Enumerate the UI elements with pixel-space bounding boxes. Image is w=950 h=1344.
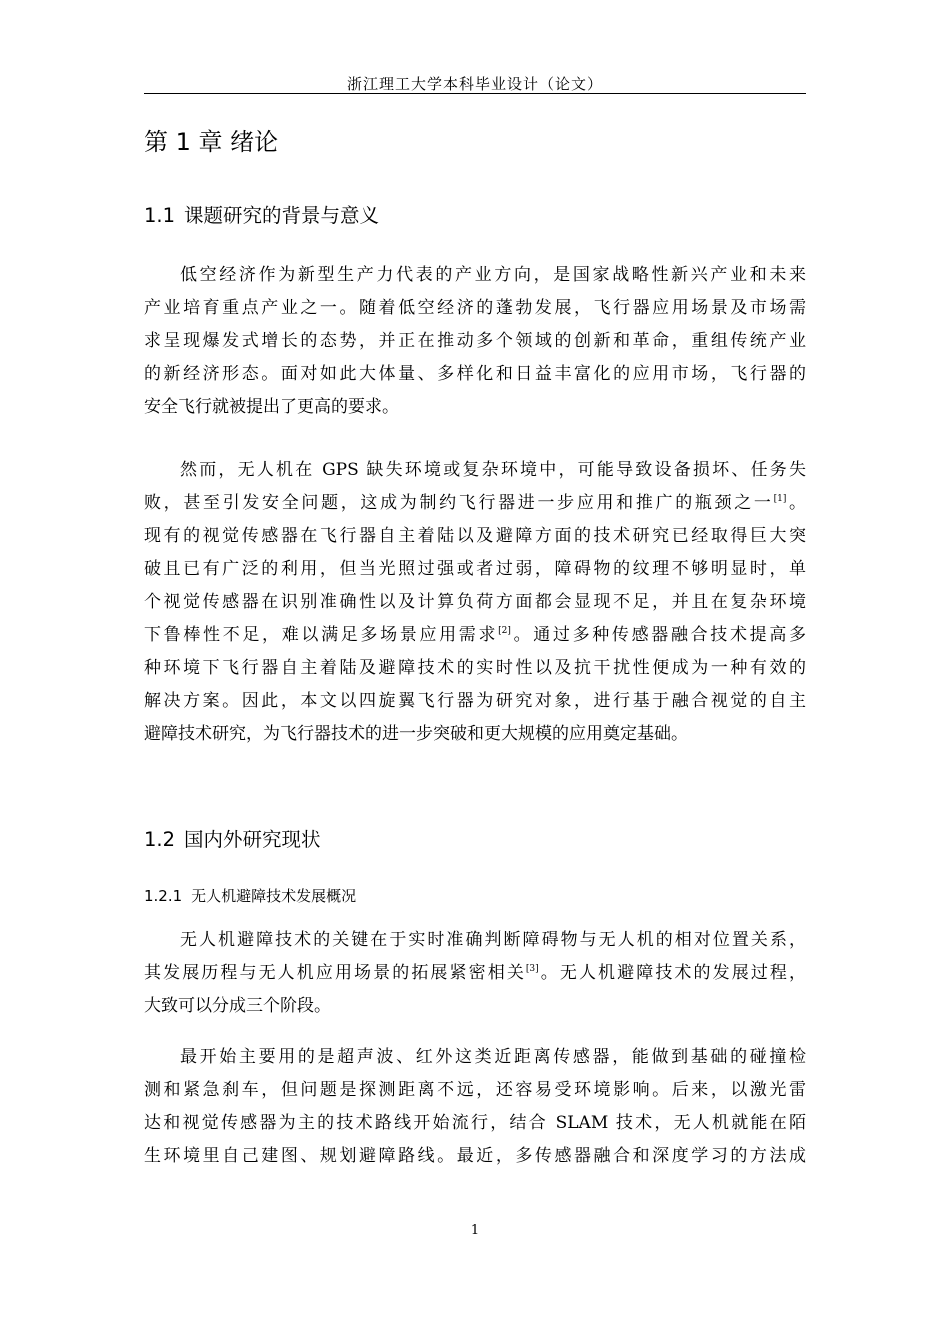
line-text: 。 [786,493,807,513]
line-text: 。无人机避障技术的发展过程， [538,963,807,983]
section-heading-1-2 [144,826,321,854]
section-title-text: 课题研究的背景与意义 [184,204,380,227]
page-header: 浙江理工大学本科毕业设计（论文） [346,75,603,93]
section-heading-1-1 [144,202,379,230]
paragraph-line: 测和紧急刹车，但问题是探测距离不远，还容易受环境影响。后来，以激光雷 [144,1080,806,1100]
line-text: 败，甚至引发安全问题，这成为制约飞行器进一步应用和推广的瓶颈之一 [144,493,774,513]
line-text: 。通过多种传感器融合技术提高多 [510,625,807,645]
paragraph-line: 个视觉传感器在识别准确性以及计算负荷方面都会显现不足，并且在复杂环境 [144,592,806,612]
subsection-number: 1.2.1 [144,887,183,905]
paragraph-line: 的新经济形态。面对如此大体量、多样化和日益丰富化的应用市场，飞行器的 [144,364,806,384]
subsection-heading-1-2-1 [144,885,356,907]
paragraph-line: 破且已有广泛的利用，但当光照过强或者过弱，障碍物的纹理不够明显时，单 [144,559,806,579]
page-number: 1 [470,1223,480,1238]
citation-marker: [2] [498,626,511,636]
citation-marker: [3] [525,964,539,974]
paragraph-line: 最开始主要用的是超声波、红外这类近距离传感器，能做到基础的碰撞检 [180,1047,806,1067]
paragraph-line: 大致可以分成三个阶段。 [144,996,331,1016]
chapter-title: 第 1 章 绪论 [144,128,279,156]
paragraph-line: 然而，无人机在 GPS 缺失环境或复杂环境中，可能导致设备损坏、任务失 [180,460,806,480]
line-text: 下鲁棒性不足，难以满足多场景应用需求 [144,625,499,645]
paragraph-obstacle-avoidance-overview [144,924,806,1023]
paragraph-background [144,259,806,424]
paragraph-line [144,619,806,652]
citation-marker: [1] [773,494,787,504]
paragraph-development-stages [144,1041,806,1173]
paragraph-line [144,487,806,520]
paragraph-motivation [144,454,806,751]
paragraph-line: 现有的视觉传感器在飞行器自主着陆以及避障方面的技术研究已经取得巨大突 [144,526,806,546]
paragraph-line: 求呈现爆发式增长的态势，并正在推动多个领域的创新和革命，重组传统产业 [144,331,806,351]
paragraph-line [144,957,806,990]
subsection-title-text: 无人机避障技术发展概况 [191,887,357,905]
section-number: 1.1 [144,204,176,227]
paragraph-line: 生环境里自己建图、规划避障路线。最近，多传感器融合和深度学习的方法成 [144,1146,806,1166]
line-text: 其发展历程与无人机应用场景的拓展紧密相关 [144,963,526,983]
paragraph-line: 种环境下飞行器自主着陆及避障技术的实时性以及抗干扰性便成为一种有效的 [144,658,806,678]
paragraph-line: 达和视觉传感器为主的技术路线开始流行，结合 SLAM 技术，无人机就能在陌 [144,1113,806,1133]
header-rule [144,93,806,94]
paragraph-line: 低空经济作为新型生产力代表的产业方向，是国家战略性新兴产业和未来 [180,265,806,285]
paragraph-line: 无人机避障技术的关键在于实时准确判断障碍物与无人机的相对位置关系， [180,930,806,950]
paragraph-line: 避障技术研究，为飞行器技术的进一步突破和更大规模的应用奠定基础。 [144,724,688,744]
paragraph-line: 安全飞行就被提出了更高的要求。 [144,397,399,417]
paragraph-line: 产业培育重点产业之一。随着低空经济的蓬勃发展，飞行器应用场景及市场需 [144,298,806,318]
section-title-text: 国内外研究现状 [184,828,321,851]
section-number: 1.2 [144,828,176,851]
paragraph-line: 解决方案。因此，本文以四旋翼飞行器为研究对象，进行基于融合视觉的自主 [144,691,806,711]
